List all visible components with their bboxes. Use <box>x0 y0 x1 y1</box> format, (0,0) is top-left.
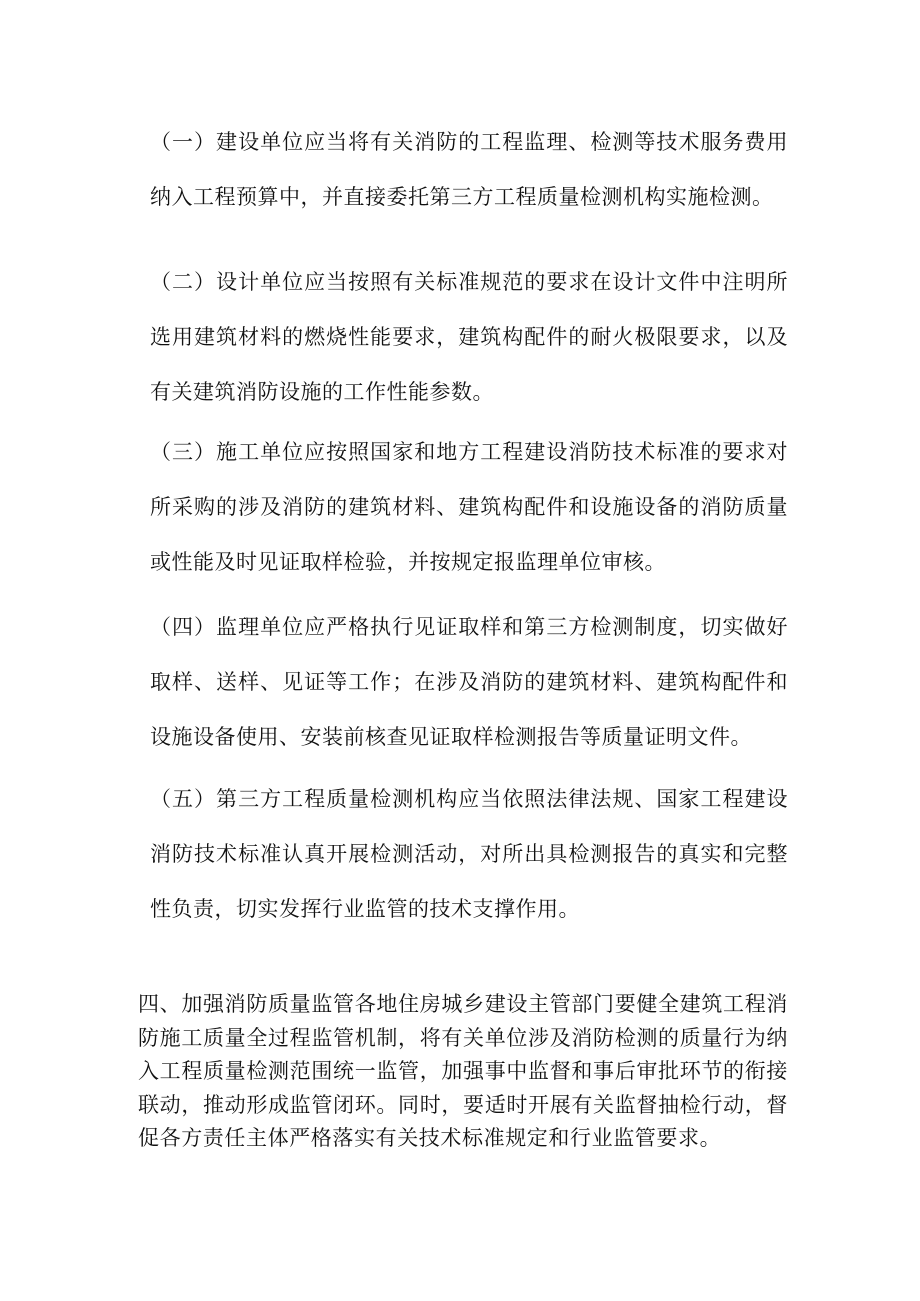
paragraph-item-3: （三）施工单位应按照国家和地方工程建设消防技术标准的要求对所采购的涉及消防的建筑材料、建筑构配件和设施设备的消防质量或性能及时见证取样检验，并按规定报监理单位审核。 <box>150 440 788 574</box>
paragraph-item-2: （二）设计单位应当按照有关标准规范的要求在设计文件中注明所选用建筑材料的燃烧性能要求，建筑构配件的耐火极限要求，以及有关建筑消防设施的工作性能参数。 <box>150 270 788 404</box>
paragraph-item-1: （一）建设单位应当将有关消防的工程监理、检测等技术服务费用纳入工程预算中，并直接委托第三方工程质量检测机构实施检测。 <box>150 130 788 209</box>
paragraph-item-5: （五）第三方工程质量检测机构应当依照法律法规、国家工程建设消防技术标准认真开展检测活动，对所出具检测报告的真实和完整性负责，切实发挥行业监管的技术支撑作用。 <box>150 787 788 921</box>
paragraph-item-4: （四）监理单位应严格执行见证取样和第三方检测制度，切实做好取样、送样、见证等工作；在涉及消防的建筑材料、建筑构配件和设施设备使用、安装前核查见证取样检测报告等质量证明文件。 <box>150 615 788 749</box>
section-four-paragraph: 四、加强消防质量监管各地住房城乡建设主管部门要健全建筑工程消防施工质量全过程监管机制，将有关单位涉及消防检测的质量行为纳入工程质量检测范围统一监管，加强事中监督和事后审批环节的衔接联动，推动形成监管闭环。同时，要适时开展有关监督抽检行动，督促各方责任主体严格落实有关技术标准规定和行业监管要求。 <box>138 992 788 1150</box>
